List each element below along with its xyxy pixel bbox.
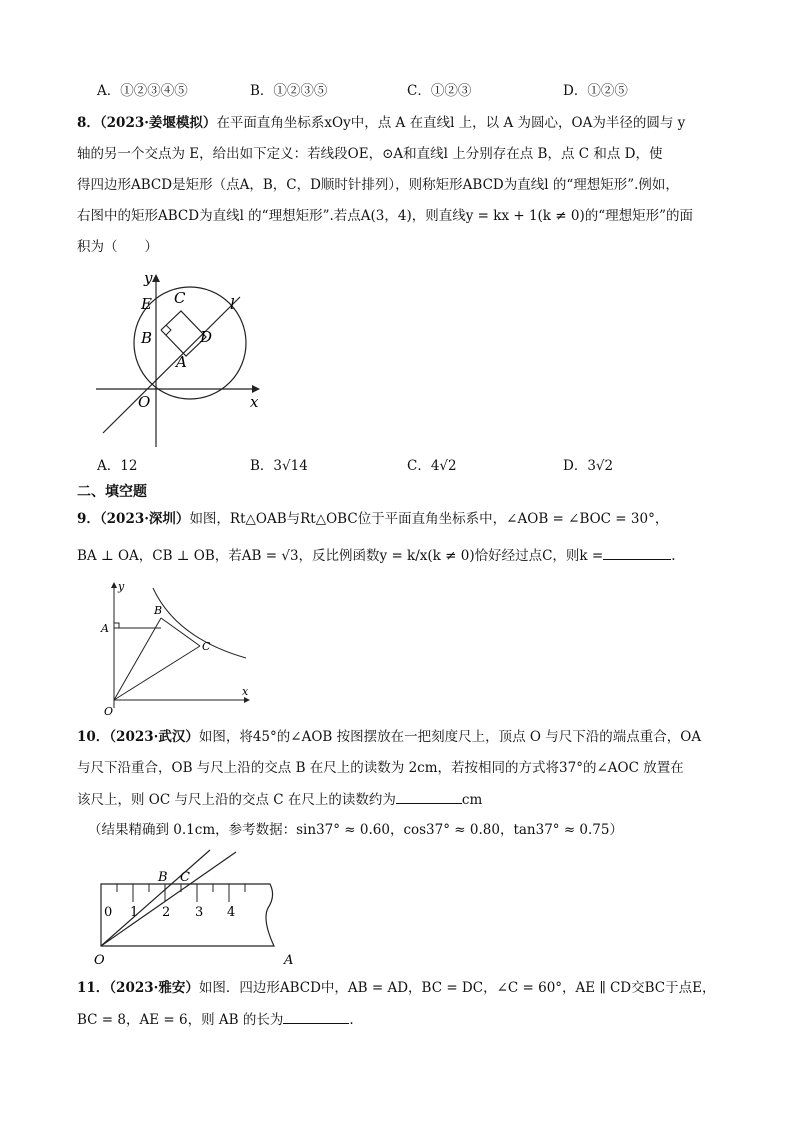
- q7-option-b[interactable]: B．①②③⑤: [250, 83, 328, 99]
- q9-number: 9．: [77, 511, 100, 527]
- q8-label-y: y: [144, 269, 153, 287]
- q9-segment-bc: [161, 618, 200, 646]
- q7-option-a[interactable]: A．①②③④⑤: [97, 83, 188, 99]
- q8-label-o: O: [138, 393, 151, 411]
- q8-right-angle: [166, 325, 171, 335]
- q9-answer-blank[interactable]: [603, 545, 671, 560]
- q8-label-l: l: [230, 295, 235, 313]
- q10-tick-label-0: 0: [104, 905, 113, 920]
- q8-line-l: [103, 297, 240, 433]
- q8-number: 8．: [77, 115, 100, 131]
- q9-line-2: BA ⊥ OA，CB ⊥ OB，若AB = √3，反比例函数y = k/x(k ≠ 0)恰好经过点C，则k = .: [77, 545, 676, 566]
- q9-line-1: 9．（2023·深圳）如图，Rt△OAB与Rt△OBC位于平面直角坐标系中，∠AOB = ∠BOC = 30°，: [77, 511, 669, 527]
- q9-right-angle-a: [114, 623, 119, 628]
- q7-option-d[interactable]: D．①②⑤: [563, 83, 628, 99]
- q8-label-a: A: [176, 353, 187, 371]
- q10-source: （2023·武汉）: [109, 729, 199, 745]
- q9-label-a: A: [101, 622, 109, 635]
- q8-line-1: 8．（2023·姜堰模拟）在平面直角坐标系xOy中，点 A 在直线l 上，以 A 为圆心，OA为半径的圆与 y: [77, 115, 686, 131]
- q8-option-d[interactable]: D．3√2: [563, 458, 614, 474]
- q10-answer-blank[interactable]: [396, 789, 462, 804]
- q11-line-2: BC = 8，AE = 6，则 AB 的长为 .: [77, 1009, 354, 1030]
- section-title: 二、填空题: [77, 484, 147, 500]
- q8-label-b: B: [141, 329, 153, 347]
- q8-option-a[interactable]: A．12: [97, 458, 138, 474]
- q10-tick-label-4: 4: [227, 905, 236, 920]
- q8-line-5: 积为（ ）: [77, 239, 158, 255]
- q9-y-arrow: [111, 582, 117, 588]
- q11-answer-blank[interactable]: [283, 1009, 349, 1024]
- q11-line-1: 11．（2023·雅安）如图．四边形ABCD中，AB = AD，BC = DC，∠C = 60°，AE ∥ CD交BC于点E，: [77, 980, 716, 996]
- q10-label-b: B: [158, 870, 168, 885]
- q10-line-1: 10．（2023·武汉）如图，将45°的∠AOB 按图摆放在一把刻度尺上，顶点 O 与尺下沿的端点重合，OA: [77, 729, 702, 745]
- q8-label-x: x: [250, 393, 259, 411]
- q10-ruler: [101, 884, 274, 946]
- q10-ray-ob: [101, 850, 210, 946]
- q9-segment-ob: [114, 618, 161, 700]
- q8-figure: [88, 265, 268, 450]
- q9-label-o: O: [104, 705, 114, 718]
- q11-source: （2023·雅安）: [109, 980, 199, 996]
- q10-figure: [90, 848, 305, 968]
- q8-option-c[interactable]: C．4√2: [407, 458, 457, 474]
- q10-label-c: C: [180, 870, 190, 885]
- q10-line-3: 该尺上，则 OC 与尺上沿的交点 C 在尺上的读数约为 cm: [77, 789, 482, 810]
- q8-label-e: E: [141, 295, 152, 313]
- q8-line-2: 轴的另一个交点为 E，给出如下定义：若线段OE，⊙A和直线l 上分别存在点 B，点 C 和点 D，使: [77, 146, 663, 162]
- q10-tick-label-1: 1: [130, 905, 139, 920]
- q11-number: 11．: [77, 980, 110, 996]
- q9-label-b: B: [154, 604, 163, 617]
- q9-hyperbola: [153, 588, 246, 658]
- q10-tick-label-3: 3: [195, 905, 204, 920]
- q8-label-c: C: [174, 289, 186, 307]
- q8-x-arrow: [252, 385, 260, 393]
- q8-source: （2023·姜堰模拟）: [99, 115, 217, 131]
- q10-ruler-ticks: [101, 884, 245, 902]
- q10-note: （结果精确到 0.1cm，参考数据：sin37° ≈ 0.60，cos37° ≈ 0.80，tan37° ≈ 0.75）: [88, 822, 623, 838]
- q7-option-c[interactable]: C．①②③: [407, 83, 472, 99]
- q9-label-y: y: [118, 580, 125, 593]
- q9-segment-oc: [114, 646, 200, 700]
- q8-option-b[interactable]: B．3√14: [250, 458, 308, 474]
- q8-line-3: 得四边形ABCD是矩形（点A，B，C，D顺时针排列），则称矩形ABCD为直线l 的“理想矩形”.例如，: [77, 177, 679, 193]
- q9-figure: [98, 578, 258, 718]
- q8-label-d: D: [200, 328, 213, 346]
- q10-line-2: 与尺下沿重合，OB 与尺上沿的交点 B 在尺上的读数为 2cm，若按相同的方式将37°的∠AOC 放置在: [77, 760, 684, 776]
- q10-label-a: A: [284, 953, 294, 968]
- q10-label-o: O: [94, 953, 105, 968]
- q9-label-x: x: [242, 685, 249, 698]
- q8-y-arrow: [152, 274, 160, 282]
- q10-tick-label-2: 2: [162, 905, 171, 920]
- q9-source: （2023·深圳）: [99, 511, 190, 527]
- q10-number: 10．: [77, 729, 110, 745]
- q9-label-c: C: [202, 640, 211, 653]
- q8-line-4: 右图中的矩形ABCD为直线l 的“理想矩形”.若点A(3，4)，则直线y = kx + 1(k ≠ 0)的“理想矩形”的面: [77, 208, 694, 224]
- q10-ray-oc: [101, 852, 236, 946]
